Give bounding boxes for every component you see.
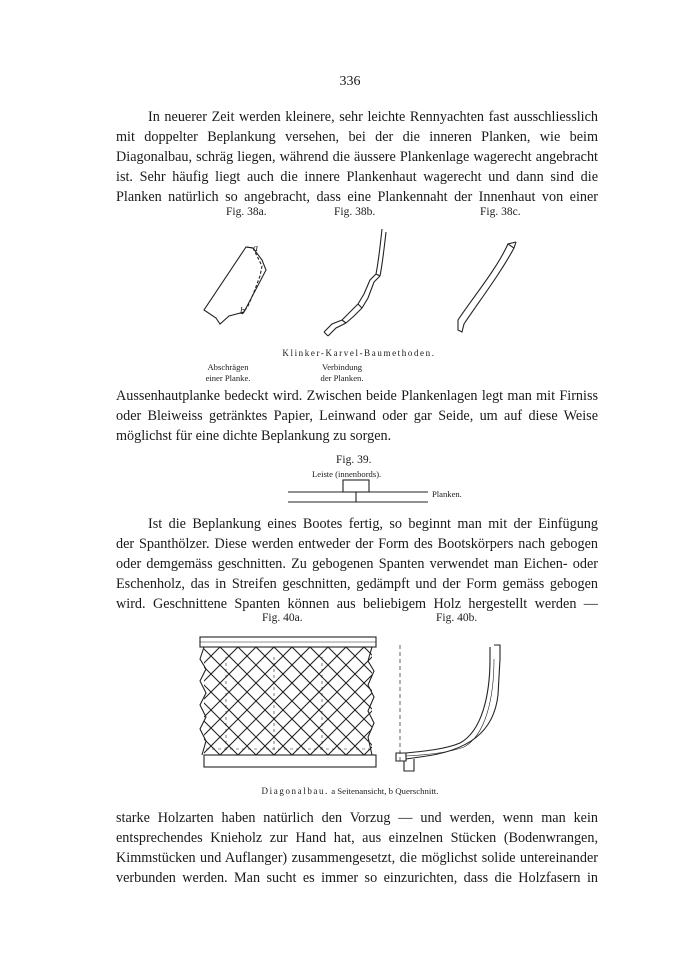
fig-39-leiste-label: Leiste (innenbords).	[312, 469, 382, 479]
text-line: Planken natürlich so angebracht, dass eine Plankennaht der Innenhaut von einer	[116, 189, 598, 205]
text-line: möglichst für eine dichte Beplankung zu sorgen.	[116, 428, 392, 444]
caption-line: Verbindung	[321, 362, 363, 372]
paragraph-1	[116, 107, 598, 207]
caption-line: Abschrägen	[207, 362, 249, 372]
fig-38b-caption	[302, 362, 382, 384]
fig-38-title: Klinker-Karvel-Baumethoden.	[282, 348, 436, 358]
diagonal-plank-line	[76, 647, 184, 755]
text-line: wird. Geschnittene Spanten können aus beliebigem Holz hergestellt werden —	[116, 596, 598, 612]
text-line: In neuerer Zeit werden kleinere, sehr leichte Rennyachten fast ausschliesslich	[148, 109, 598, 125]
text-line: Aussenhautplanke bedeckt wird. Zwischen beide Plankenlagen legt man mit Firniss	[116, 388, 598, 404]
fig-38b-label: Fig. 38b.	[334, 206, 376, 218]
fig-38a-label: Fig. 38a.	[226, 206, 267, 218]
text-line: oder Bleiweiss getränktes Papier, Leinwand oder gar Seide, um auf diese Weise	[116, 408, 598, 424]
paragraph-4	[116, 808, 598, 888]
diagonal-plank-line	[94, 647, 202, 755]
fig-38a-caption	[188, 362, 268, 384]
diagonal-plank-line	[112, 647, 220, 755]
text-line: Diagonalbau, schräg liegen, während die äussere Plankenlage wagerecht angebracht	[116, 149, 598, 165]
caption-line: einer Planke.	[205, 373, 251, 383]
fig-40b-drawing	[390, 635, 510, 775]
text-line: verbunden werden. Man sucht es immer so einzurichten, dass die Holzfasern in	[116, 870, 598, 886]
fig-40-caption-rest: a Seitenansicht, b Querschnitt.	[331, 786, 439, 796]
diagonal-plank-line	[76, 647, 184, 755]
text-line: starke Holzarten haben natürlich den Vorzug — und werden, wenn man kein	[116, 810, 598, 826]
fig-39-label: Fig. 39.	[336, 454, 372, 466]
fig-40b-label: Fig. 40b.	[436, 612, 478, 624]
fig-39-drawing	[288, 478, 438, 508]
paragraph-2	[116, 386, 598, 446]
page-number: 336	[339, 74, 361, 89]
caption-line: der Planken.	[320, 373, 364, 383]
fig-38a-mark-a: a	[253, 243, 258, 254]
diagonal-plank-line	[112, 647, 220, 755]
paragraph-3	[116, 514, 598, 614]
fig-38c-drawing	[446, 236, 526, 336]
text-line: Ist die Beplankung eines Bootes fertig, so beginnt man mit der Einfügung	[148, 516, 598, 532]
text-line: Kimmstücken und Auflanger) zusammengesetzt, die möglichst solide untereinander	[116, 850, 598, 866]
fig-38b-drawing	[300, 226, 400, 346]
fig-38a-drawing	[196, 240, 276, 340]
fig-40a-drawing	[196, 635, 380, 775]
fig-39-planken-label: Planken.	[432, 489, 462, 499]
text-line: mit doppelter Beplankung versehen, bei der die inneren Planken, wie beim	[116, 129, 598, 145]
diagonal-plank-line	[94, 647, 202, 755]
fig-38a-mark-b: b	[240, 306, 245, 317]
fig-40a-label: Fig. 40a.	[262, 612, 303, 624]
fig-40-caption	[0, 786, 700, 796]
text-line: Eschenholz, das in Streifen geschnitten, gedämpft und der Form gemäss gebogen	[116, 576, 598, 592]
text-line: oder demgemäss geschnitten. Zu gebogenen Spanten verwendet man Eichen- oder	[116, 556, 598, 572]
fig-40-caption-title: Diagonalbau.	[261, 786, 329, 796]
text-line: der Spanthölzer. Diese werden entweder der Form des Bootskörpers nach gebogen	[116, 536, 598, 552]
text-line: ist. Sehr häufig liegt auch die innere Plankenhaut wagerecht und dann sind die	[116, 169, 598, 185]
fig-38c-label: Fig. 38c.	[480, 206, 521, 218]
text-line: entsprechendes Knieholz zur Hand hat, aus einzelnen Stücken (Bodenwrangen,	[116, 830, 598, 846]
